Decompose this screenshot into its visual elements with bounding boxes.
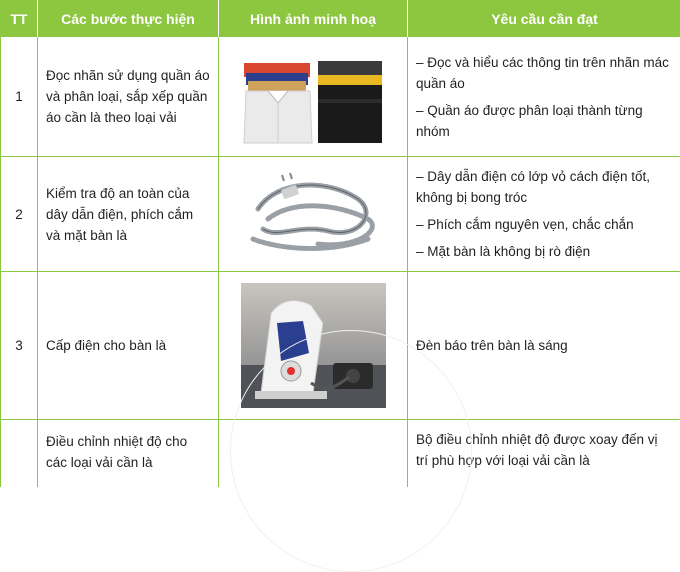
- power-cord-photo: [238, 169, 388, 259]
- requirement-item: – Phích cắm nguyên vẹn, chắc chắn: [416, 217, 634, 232]
- row-number: [1, 420, 38, 487]
- step-text: Đọc nhãn sử dụng quần áo và phân loại, sắp xếp quần áo cần là theo loại vải: [46, 68, 210, 125]
- image-cell: [219, 157, 408, 271]
- step-cell: [38, 157, 219, 271]
- header-steps: Các bước thực hiện: [38, 0, 219, 37]
- step-text: Kiểm tra độ an toàn của dây dẫn điện, phích cắm và mặt bàn là: [46, 185, 194, 243]
- row-number: 1: [1, 37, 38, 156]
- image-cell: [219, 272, 408, 419]
- requirements-cell: [408, 37, 680, 156]
- folded-clothes-photo: [238, 47, 388, 147]
- step-text: Điều chỉnh nhiệt độ cho các loại vải cần là: [46, 434, 188, 470]
- requirement-item: – Mặt bàn là không bị rò điện: [416, 244, 591, 259]
- requirement-item: – Quần áo được phân loại thành từng nhóm: [416, 102, 643, 139]
- image-cell: [219, 37, 408, 156]
- table-row: [1, 37, 680, 157]
- step-cell: [38, 420, 219, 487]
- header-requirements: Yêu cầu cần đạt: [491, 10, 598, 27]
- header-tt: TT: [1, 0, 38, 37]
- requirements-cell: [408, 420, 680, 487]
- requirement-item: Đèn báo trên bàn là sáng: [416, 338, 568, 353]
- requirements-cell: [408, 272, 680, 419]
- requirement-item: Bộ điều chỉnh nhiệt độ được xoay đến vị trí phù hợp với loại vải cần là: [416, 432, 658, 468]
- step-cell: [38, 272, 219, 419]
- step-text: Cấp điện cho bàn là: [46, 338, 167, 353]
- step-cell: [38, 37, 219, 156]
- requirement-item: – Đọc và hiểu các thông tin trên nhãn mác quần áo: [416, 54, 669, 91]
- requirement-item: – Dây dẫn điện có lớp vỏ cách điện tốt, không bị bong tróc: [416, 169, 650, 205]
- image-cell: [219, 420, 408, 487]
- requirements-cell: [408, 157, 680, 271]
- plugged-iron-photo: [241, 283, 386, 408]
- row-number: 3: [1, 272, 38, 419]
- header-images: Hình ảnh minh hoạ: [219, 0, 408, 37]
- table-row: [1, 420, 680, 487]
- table-row: [1, 157, 680, 272]
- table-row: [1, 272, 680, 420]
- row-number: 2: [1, 157, 38, 271]
- table-header: [1, 0, 680, 37]
